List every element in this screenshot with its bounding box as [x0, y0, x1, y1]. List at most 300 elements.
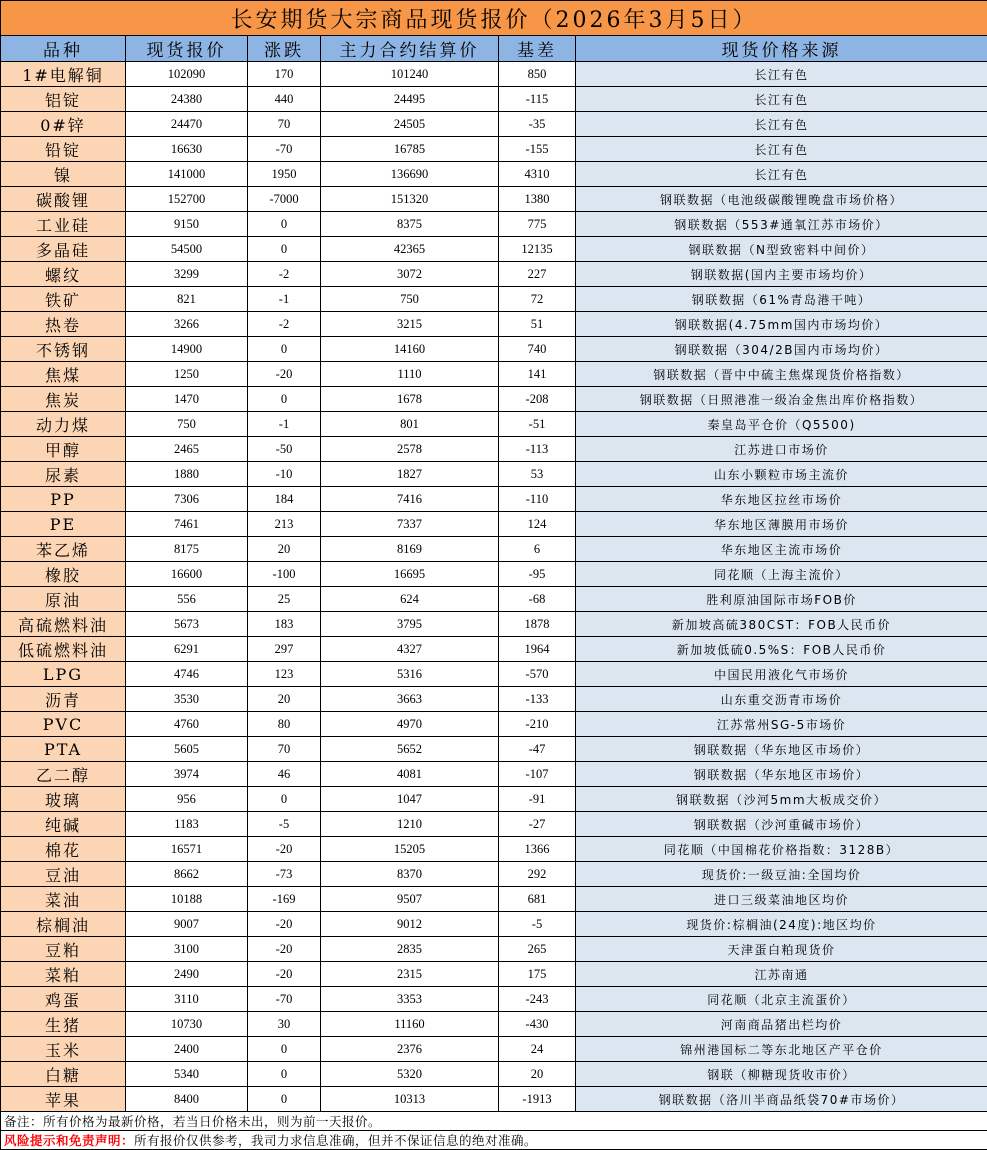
spot-price-cell: 1250 [126, 362, 248, 387]
source-cell: 华东地区拉丝市场价 [576, 487, 987, 512]
source-cell: 钢联（柳糖现货收市价） [576, 1062, 987, 1087]
change-cell: -7000 [248, 187, 321, 212]
source-cell: 钢联数据（华东地区市场价） [576, 737, 987, 762]
source-cell: 同花顺（中国棉花价格指数：3128B） [576, 837, 987, 862]
basis-cell: -91 [499, 787, 576, 812]
spot-price-cell: 3299 [126, 262, 248, 287]
table-row [1, 637, 987, 662]
settlement-cell: 7416 [321, 487, 499, 512]
table-row [1, 362, 987, 387]
basis-cell: -68 [499, 587, 576, 612]
column-header-source: 现货价格来源 [576, 36, 987, 62]
variety-cell: PVC [1, 712, 126, 737]
spot-price-cell: 54500 [126, 237, 248, 262]
variety-cell: 镍 [1, 162, 126, 187]
table-row [1, 237, 987, 262]
variety-cell: 苹果 [1, 1087, 126, 1112]
spot-price-cell: 3110 [126, 987, 248, 1012]
change-cell: 183 [248, 612, 321, 637]
spot-price-cell: 556 [126, 587, 248, 612]
source-cell: 现货价:棕榈油(24度):地区均价 [576, 912, 987, 937]
change-cell: -20 [248, 837, 321, 862]
variety-cell: 白糖 [1, 1062, 126, 1087]
spot-price-cell: 9150 [126, 212, 248, 237]
settlement-cell: 4081 [321, 762, 499, 787]
variety-cell: 鸡蛋 [1, 987, 126, 1012]
change-cell: -5 [248, 812, 321, 837]
source-cell: 钢联数据（晋中中硫主焦煤现货价格指数） [576, 362, 987, 387]
basis-cell: -27 [499, 812, 576, 837]
spot-price-cell: 102090 [126, 62, 248, 87]
spot-price-cell: 750 [126, 412, 248, 437]
basis-cell: 141 [499, 362, 576, 387]
change-cell: 0 [248, 212, 321, 237]
variety-cell: PE [1, 512, 126, 537]
spot-price-cell: 6291 [126, 637, 248, 662]
table-row [1, 437, 987, 462]
settlement-cell: 15205 [321, 837, 499, 862]
change-cell: -1 [248, 412, 321, 437]
change-cell: 25 [248, 587, 321, 612]
change-cell: 440 [248, 87, 321, 112]
spot-price-cell: 3974 [126, 762, 248, 787]
table-row [1, 212, 987, 237]
table-row [1, 1037, 987, 1062]
source-cell: 新加坡低硫0.5%S：FOB人民币价 [576, 637, 987, 662]
change-cell: 297 [248, 637, 321, 662]
change-cell: -100 [248, 562, 321, 587]
spot-price-cell: 821 [126, 287, 248, 312]
source-cell: 钢联数据（553#通氧江苏市场价） [576, 212, 987, 237]
table-row [1, 162, 987, 187]
change-cell: 0 [248, 237, 321, 262]
basis-cell: 24 [499, 1037, 576, 1062]
source-cell: 河南商品猪出栏均价 [576, 1012, 987, 1037]
basis-cell: 6 [499, 537, 576, 562]
variety-cell: 菜粕 [1, 962, 126, 987]
source-cell: 长江有色 [576, 62, 987, 87]
source-cell: 钢联数据（华东地区市场价） [576, 762, 987, 787]
basis-cell: 681 [499, 887, 576, 912]
settlement-cell: 5316 [321, 662, 499, 687]
table-row [1, 787, 987, 812]
source-cell: 长江有色 [576, 137, 987, 162]
basis-cell: 740 [499, 337, 576, 362]
source-cell: 钢联数据（沙河重碱市场价） [576, 812, 987, 837]
table-row [1, 562, 987, 587]
settlement-cell: 24505 [321, 112, 499, 137]
change-cell: 30 [248, 1012, 321, 1037]
source-cell: 钢联数据（日照港准一级冶金焦出库价格指数） [576, 387, 987, 412]
spot-price-cell: 141000 [126, 162, 248, 187]
header-row [1, 36, 987, 62]
table-row [1, 1062, 987, 1087]
settlement-cell: 2578 [321, 437, 499, 462]
basis-cell: -1913 [499, 1087, 576, 1112]
basis-cell: 12135 [499, 237, 576, 262]
source-cell: 钢联数据（沙河5mm大板成交价） [576, 787, 987, 812]
change-cell: 0 [248, 787, 321, 812]
basis-cell: 20 [499, 1062, 576, 1087]
source-cell: 秦皇岛平仓价（Q5500) [576, 412, 987, 437]
table-row [1, 462, 987, 487]
table-row [1, 737, 987, 762]
disclaimer-label: 风险提示和免责声明： [4, 1133, 135, 1148]
spot-price-cell: 24470 [126, 112, 248, 137]
spot-price-cell: 10188 [126, 887, 248, 912]
table-body [1, 62, 987, 1112]
spot-price-cell: 1470 [126, 387, 248, 412]
basis-cell: -35 [499, 112, 576, 137]
spot-price-cell: 8400 [126, 1087, 248, 1112]
variety-cell: 豆油 [1, 862, 126, 887]
variety-cell: PP [1, 487, 126, 512]
basis-cell: -113 [499, 437, 576, 462]
basis-cell: 1878 [499, 612, 576, 637]
change-cell: 0 [248, 337, 321, 362]
table-row [1, 1012, 987, 1037]
source-cell: 钢联数据（304/2B国内市场均价） [576, 337, 987, 362]
basis-cell: -47 [499, 737, 576, 762]
basis-cell: 227 [499, 262, 576, 287]
change-cell: -10 [248, 462, 321, 487]
change-cell: 123 [248, 662, 321, 687]
change-cell: 70 [248, 112, 321, 137]
table-row [1, 812, 987, 837]
spot-price-cell: 3266 [126, 312, 248, 337]
table-row [1, 662, 987, 687]
table-row [1, 887, 987, 912]
table-row [1, 487, 987, 512]
source-cell: 钢联数据（洛川半商品纸袋70#市场价） [576, 1087, 987, 1112]
change-cell: -2 [248, 312, 321, 337]
change-cell: 213 [248, 512, 321, 537]
variety-cell: 苯乙烯 [1, 537, 126, 562]
source-cell: 长江有色 [576, 162, 987, 187]
variety-cell: 低硫燃料油 [1, 637, 126, 662]
table-row [1, 962, 987, 987]
basis-cell: -570 [499, 662, 576, 687]
spot-price-cell: 7461 [126, 512, 248, 537]
variety-cell: 不锈钢 [1, 337, 126, 362]
table-row [1, 287, 987, 312]
table-row [1, 912, 987, 937]
settlement-cell: 136690 [321, 162, 499, 187]
settlement-cell: 42365 [321, 237, 499, 262]
table-row [1, 512, 987, 537]
settlement-cell: 9507 [321, 887, 499, 912]
variety-cell: 铁矿 [1, 287, 126, 312]
settlement-cell: 1827 [321, 462, 499, 487]
change-cell: -20 [248, 962, 321, 987]
variety-cell: 焦炭 [1, 387, 126, 412]
table-row [1, 1087, 987, 1112]
spot-price-cell: 16571 [126, 837, 248, 862]
change-cell: 1950 [248, 162, 321, 187]
source-cell: 钢联数据（61%青岛港干吨） [576, 287, 987, 312]
basis-cell: 53 [499, 462, 576, 487]
variety-cell: 尿素 [1, 462, 126, 487]
change-cell: 184 [248, 487, 321, 512]
basis-cell: 292 [499, 862, 576, 887]
column-header-change: 涨跌 [248, 36, 321, 62]
settlement-cell: 801 [321, 412, 499, 437]
change-cell: -1 [248, 287, 321, 312]
variety-cell: 橡胶 [1, 562, 126, 587]
page-title: 长安期货大宗商品现货报价（2026年3月5日） [1, 1, 987, 36]
settlement-cell: 16695 [321, 562, 499, 587]
change-cell: -73 [248, 862, 321, 887]
settlement-cell: 2315 [321, 962, 499, 987]
spot-price-cell: 4746 [126, 662, 248, 687]
basis-cell: 850 [499, 62, 576, 87]
change-cell: -70 [248, 137, 321, 162]
basis-cell: 265 [499, 937, 576, 962]
settlement-cell: 9012 [321, 912, 499, 937]
basis-cell: -155 [499, 137, 576, 162]
variety-cell: LPG [1, 662, 126, 687]
settlement-cell: 16785 [321, 137, 499, 162]
settlement-cell: 8370 [321, 862, 499, 887]
source-cell: 同花顺（上海主流价） [576, 562, 987, 587]
variety-cell: 生猪 [1, 1012, 126, 1037]
table-row [1, 537, 987, 562]
source-cell: 江苏进口市场价 [576, 437, 987, 462]
basis-cell: 1964 [499, 637, 576, 662]
source-cell: 江苏南通 [576, 962, 987, 987]
settlement-cell: 3663 [321, 687, 499, 712]
change-cell: -50 [248, 437, 321, 462]
remark-row [1, 1112, 987, 1131]
spot-price-cell: 3530 [126, 687, 248, 712]
settlement-cell: 1047 [321, 787, 499, 812]
spot-price-cell: 16600 [126, 562, 248, 587]
column-header-spot-price: 现货报价 [126, 36, 248, 62]
title-row [1, 1, 987, 36]
settlement-cell: 624 [321, 587, 499, 612]
basis-cell: -95 [499, 562, 576, 587]
settlement-cell: 8169 [321, 537, 499, 562]
basis-cell: -115 [499, 87, 576, 112]
variety-cell: 玉米 [1, 1037, 126, 1062]
settlement-cell: 2835 [321, 937, 499, 962]
spot-price-cell: 8175 [126, 537, 248, 562]
table-row [1, 612, 987, 637]
settlement-cell: 10313 [321, 1087, 499, 1112]
variety-cell: PTA [1, 737, 126, 762]
variety-cell: 0#锌 [1, 112, 126, 137]
source-cell: 中国民用液化气市场价 [576, 662, 987, 687]
variety-cell: 乙二醇 [1, 762, 126, 787]
source-cell: 钢联数据（N型致密料中间价） [576, 237, 987, 262]
spot-price-cell: 16630 [126, 137, 248, 162]
table-row [1, 862, 987, 887]
settlement-cell: 8375 [321, 212, 499, 237]
spot-price-cell: 1183 [126, 812, 248, 837]
change-cell: -70 [248, 987, 321, 1012]
basis-cell: -107 [499, 762, 576, 787]
basis-cell: -110 [499, 487, 576, 512]
variety-cell: 甲醇 [1, 437, 126, 462]
source-cell: 新加坡高硫380CST：FOB人民币价 [576, 612, 987, 637]
variety-cell: 动力煤 [1, 412, 126, 437]
basis-cell: 4310 [499, 162, 576, 187]
change-cell: 70 [248, 737, 321, 762]
change-cell: -20 [248, 937, 321, 962]
basis-cell: -51 [499, 412, 576, 437]
basis-cell: 1380 [499, 187, 576, 212]
change-cell: 46 [248, 762, 321, 787]
remark-text: 备注：所有价格为最新价格，若当日价格未出，则为前一天报价。 [1, 1112, 987, 1131]
column-header-variety: 品种 [1, 36, 126, 62]
spot-price-cell: 9007 [126, 912, 248, 937]
spot-price-cell: 5605 [126, 737, 248, 762]
change-cell: 20 [248, 687, 321, 712]
basis-cell: 775 [499, 212, 576, 237]
change-cell: 0 [248, 387, 321, 412]
variety-cell: 沥青 [1, 687, 126, 712]
spot-price-cell: 10730 [126, 1012, 248, 1037]
settlement-cell: 1678 [321, 387, 499, 412]
disclaimer [1, 1131, 987, 1150]
spot-price-cell: 956 [126, 787, 248, 812]
spot-price-cell: 24380 [126, 87, 248, 112]
variety-cell: 1#电解铜 [1, 62, 126, 87]
table-row [1, 762, 987, 787]
settlement-cell: 1110 [321, 362, 499, 387]
source-cell: 长江有色 [576, 87, 987, 112]
settlement-cell: 7337 [321, 512, 499, 537]
change-cell: 0 [248, 1087, 321, 1112]
table-row [1, 937, 987, 962]
variety-cell: 棉花 [1, 837, 126, 862]
variety-cell: 铅锭 [1, 137, 126, 162]
basis-cell: 1366 [499, 837, 576, 862]
basis-cell: 175 [499, 962, 576, 987]
table-row [1, 187, 987, 212]
variety-cell: 螺纹 [1, 262, 126, 287]
column-header-settlement: 主力合约结算价 [321, 36, 499, 62]
source-cell: 天津蛋白粕现货价 [576, 937, 987, 962]
change-cell: 170 [248, 62, 321, 87]
table-row [1, 337, 987, 362]
settlement-cell: 24495 [321, 87, 499, 112]
settlement-cell: 3353 [321, 987, 499, 1012]
change-cell: 20 [248, 537, 321, 562]
spot-price-cell: 8662 [126, 862, 248, 887]
settlement-cell: 4970 [321, 712, 499, 737]
variety-cell: 原油 [1, 587, 126, 612]
spot-price-cell: 2490 [126, 962, 248, 987]
spot-price-cell: 4760 [126, 712, 248, 737]
spot-price-cell: 7306 [126, 487, 248, 512]
settlement-cell: 4327 [321, 637, 499, 662]
basis-cell: -430 [499, 1012, 576, 1037]
table-row [1, 587, 987, 612]
change-cell: -2 [248, 262, 321, 287]
source-cell: 华东地区薄膜用市场价 [576, 512, 987, 537]
table-row [1, 137, 987, 162]
change-cell: 0 [248, 1062, 321, 1087]
settlement-cell: 101240 [321, 62, 499, 87]
settlement-cell: 151320 [321, 187, 499, 212]
variety-cell: 热卷 [1, 312, 126, 337]
basis-cell: 124 [499, 512, 576, 537]
table-row [1, 987, 987, 1012]
spot-price-cell: 1880 [126, 462, 248, 487]
change-cell: 80 [248, 712, 321, 737]
variety-cell: 工业硅 [1, 212, 126, 237]
disclaimer-text: 所有报价仅供参考，我司力求信息准确，但并不保证信息的绝对准确。 [134, 1133, 538, 1148]
variety-cell: 纯碱 [1, 812, 126, 837]
table-row [1, 687, 987, 712]
variety-cell: 焦煤 [1, 362, 126, 387]
table-row [1, 62, 987, 87]
settlement-cell: 750 [321, 287, 499, 312]
change-cell: 0 [248, 1037, 321, 1062]
settlement-cell: 5652 [321, 737, 499, 762]
variety-cell: 棕榈油 [1, 912, 126, 937]
settlement-cell: 2376 [321, 1037, 499, 1062]
source-cell: 钢联数据(国内主要市场均价） [576, 262, 987, 287]
basis-cell: -5 [499, 912, 576, 937]
disclaimer-row [1, 1131, 987, 1150]
spot-price-cell: 5673 [126, 612, 248, 637]
source-cell: 华东地区主流市场价 [576, 537, 987, 562]
variety-cell: 碳酸锂 [1, 187, 126, 212]
source-cell: 钢联数据(4.75mm国内市场均价） [576, 312, 987, 337]
settlement-cell: 1210 [321, 812, 499, 837]
source-cell: 山东重交沥青市场价 [576, 687, 987, 712]
source-cell: 进口三级菜油地区均价 [576, 887, 987, 912]
variety-cell: 高硫燃料油 [1, 612, 126, 637]
spot-price-cell: 5340 [126, 1062, 248, 1087]
table-row [1, 112, 987, 137]
table-row [1, 412, 987, 437]
table-row [1, 837, 987, 862]
settlement-cell: 11160 [321, 1012, 499, 1037]
spot-price-cell: 14900 [126, 337, 248, 362]
table-row [1, 87, 987, 112]
column-header-basis: 基差 [499, 36, 576, 62]
settlement-cell: 3215 [321, 312, 499, 337]
basis-cell: 51 [499, 312, 576, 337]
variety-cell: 多晶硅 [1, 237, 126, 262]
settlement-cell: 3795 [321, 612, 499, 637]
table-row [1, 312, 987, 337]
source-cell: 山东小颗粒市场主流价 [576, 462, 987, 487]
variety-cell: 豆粕 [1, 937, 126, 962]
change-cell: -20 [248, 362, 321, 387]
source-cell: 锦州港国标二等东北地区产平仓价 [576, 1037, 987, 1062]
settlement-cell: 14160 [321, 337, 499, 362]
source-cell: 钢联数据（电池级碳酸锂晚盘市场价格） [576, 187, 987, 212]
source-cell: 长江有色 [576, 112, 987, 137]
spot-price-cell: 2400 [126, 1037, 248, 1062]
table-row [1, 712, 987, 737]
variety-cell: 菜油 [1, 887, 126, 912]
settlement-cell: 5320 [321, 1062, 499, 1087]
table-row [1, 387, 987, 412]
source-cell: 江苏常州SG-5市场价 [576, 712, 987, 737]
table-row [1, 262, 987, 287]
variety-cell: 铝锭 [1, 87, 126, 112]
source-cell: 胜利原油国际市场FOB价 [576, 587, 987, 612]
source-cell: 现货价:一级豆油:全国均价 [576, 862, 987, 887]
source-cell: 同花顺（北京主流蛋价） [576, 987, 987, 1012]
change-cell: -20 [248, 912, 321, 937]
basis-cell: 72 [499, 287, 576, 312]
